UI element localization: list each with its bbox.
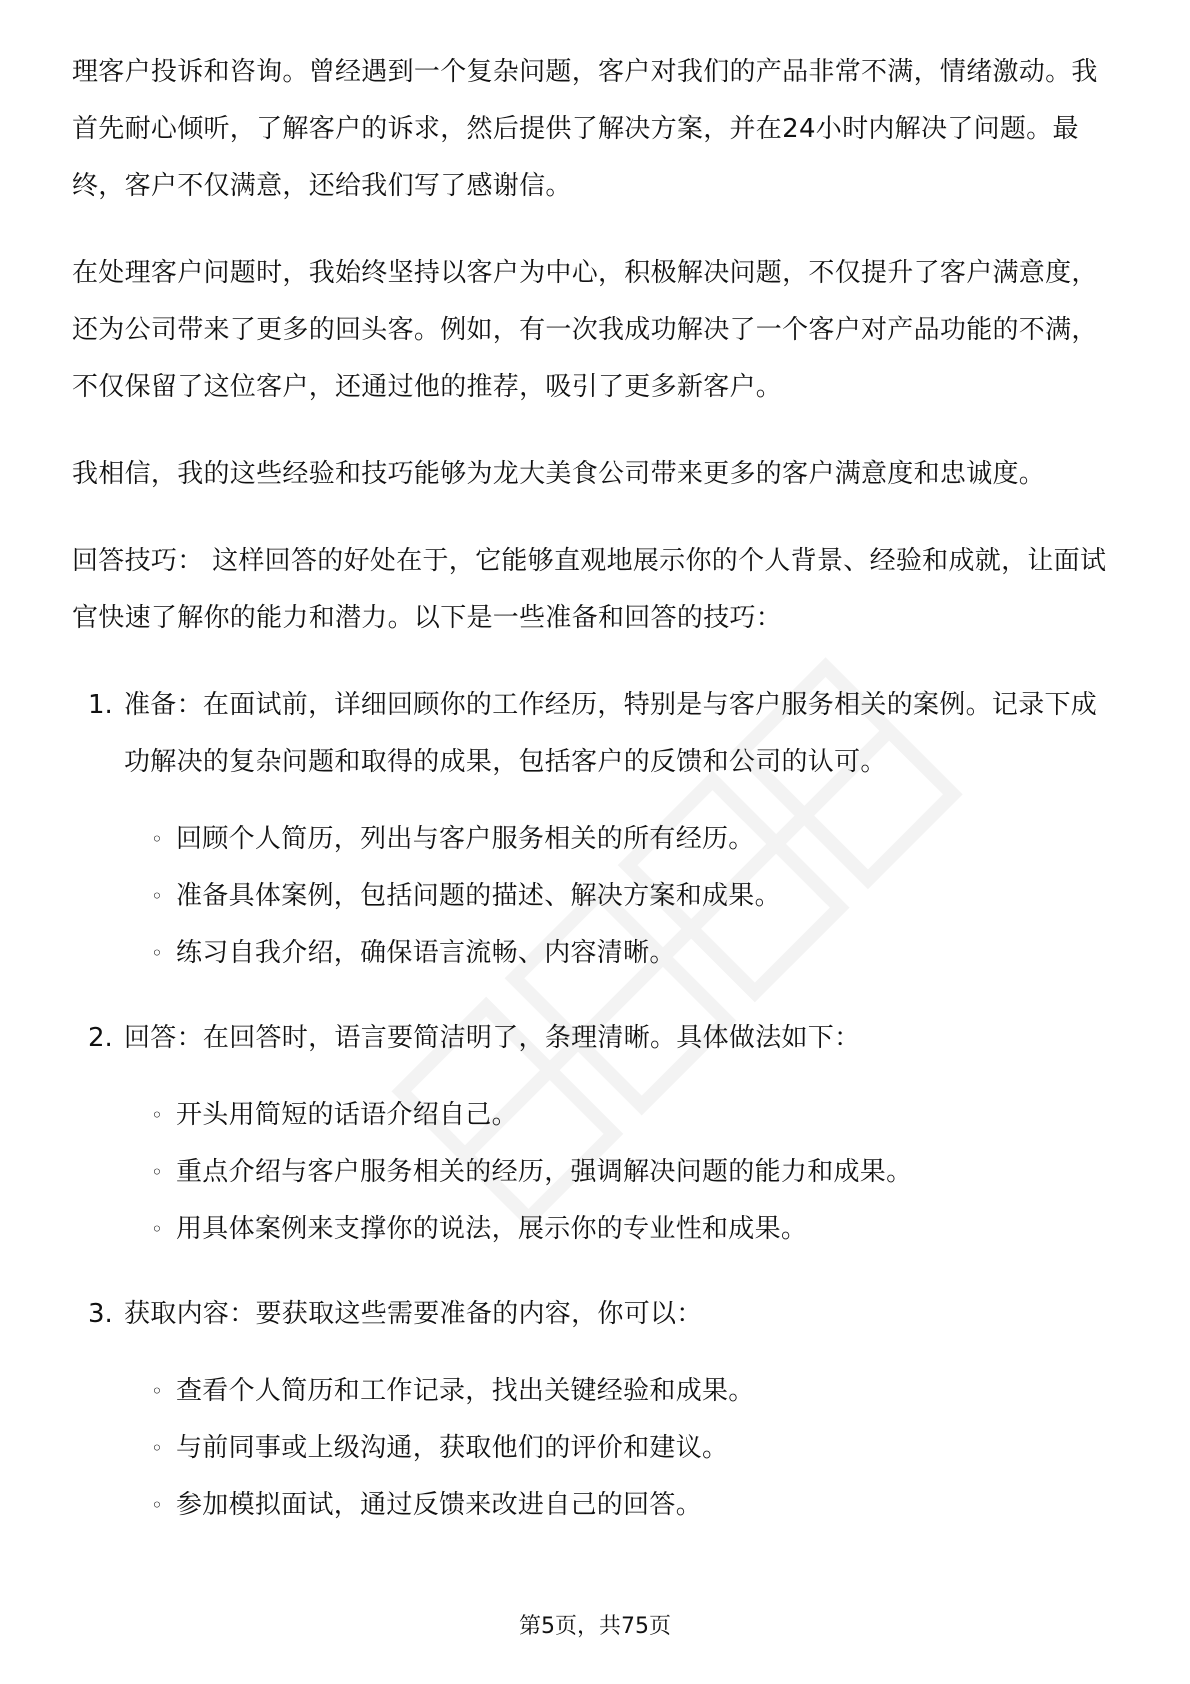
bullet-text: 准备具体案例，包括问题的描述、解决方案和成果。 bbox=[176, 881, 781, 911]
circle-bullet-icon: ◦ bbox=[151, 1103, 164, 1127]
bullet-text: 开头用简短的话语介绍自己。 bbox=[176, 1100, 518, 1130]
bullet-text: 练习自我介绍，确保语言流畅、内容清晰。 bbox=[176, 938, 676, 968]
bullet-list bbox=[124, 1363, 1122, 1534]
bullet-text: 参加模拟面试，通过反馈来改进自己的回答。 bbox=[176, 1490, 703, 1520]
bullet-item bbox=[124, 868, 1122, 925]
paragraph: 在处理客户问题时，我始终坚持以客户为中心，积极解决问题，不仅提升了客户满意度，还为公司带来了更多的回头客。例如，有一次我成功解决了一个客户对产品功能的不满，不仅保留了这位客户，还通过他的推荐，吸引了更多新客户。 bbox=[72, 258, 1098, 402]
bullet-item bbox=[124, 1144, 1122, 1201]
list-number: 2. bbox=[88, 1023, 113, 1053]
circle-bullet-icon: ◦ bbox=[151, 827, 164, 851]
circle-bullet-icon: ◦ bbox=[151, 941, 164, 965]
circle-bullet-icon: ◦ bbox=[151, 1160, 164, 1184]
circle-bullet-icon: ◦ bbox=[151, 1217, 164, 1241]
list-item-text: 准备：在面试前，详细回顾你的工作经历，特别是与客户服务相关的案例。记录下成功解决的复杂问题和取得的成果，包括客户的反馈和公司的认可。 bbox=[124, 690, 1098, 777]
ordered-list-item-2 bbox=[72, 1010, 1122, 1258]
bullet-item bbox=[124, 1420, 1122, 1477]
bullet-item bbox=[124, 1087, 1122, 1144]
bullet-text: 回顾个人简历，列出与客户服务相关的所有经历。 bbox=[176, 824, 755, 854]
circle-bullet-icon: ◦ bbox=[151, 1379, 164, 1403]
bullet-item bbox=[124, 1363, 1122, 1420]
list-item-text: 获取内容：要获取这些需要准备的内容，你可以： bbox=[124, 1299, 703, 1329]
bullet-item bbox=[124, 925, 1122, 982]
bullet-text: 查看个人简历和工作记录，找出关键经验和成果。 bbox=[176, 1376, 755, 1406]
circle-bullet-icon: ◦ bbox=[151, 1493, 164, 1517]
bullet-item bbox=[124, 811, 1122, 868]
ordered-list-item-1 bbox=[72, 677, 1122, 982]
page-footer: 第5页，共75页 bbox=[519, 1614, 671, 1639]
bullet-item bbox=[124, 1477, 1122, 1534]
bullet-text: 用具体案例来支撑你的说法，展示你的专业性和成果。 bbox=[176, 1214, 808, 1244]
bullet-list bbox=[124, 811, 1122, 982]
list-item-text: 回答：在回答时，语言要简洁明了，条理清晰。具体做法如下： bbox=[124, 1023, 861, 1053]
circle-bullet-icon: ◦ bbox=[151, 884, 164, 908]
bullet-text: 与前同事或上级沟通，获取他们的评价和建议。 bbox=[176, 1433, 729, 1463]
bullet-item bbox=[124, 1201, 1122, 1258]
circle-bullet-icon: ◦ bbox=[151, 1436, 164, 1460]
document-body bbox=[72, 44, 1122, 1562]
list-number: 3. bbox=[88, 1299, 113, 1329]
list-number: 1. bbox=[88, 690, 113, 720]
paragraph: 我相信，我的这些经验和技巧能够为龙大美食公司带来更多的客户满意度和忠诚度。 bbox=[72, 459, 1046, 489]
ordered-list-item-3 bbox=[72, 1286, 1122, 1534]
paragraph-tips: 回答技巧： 这样回答的好处在于，它能够直观地展示你的个人背景、经验和成就，让面试官快速了解你的能力和潜力。以下是一些准备和回答的技巧： bbox=[72, 546, 1107, 633]
paragraph: 理客户投诉和咨询。曾经遇到一个复杂问题，客户对我们的产品非常不满，情绪激动。我首先耐心倾听，了解客户的诉求，然后提供了解决方案，并在24小时内解决了问题。最终，客户不仅满意，还给我们写了感谢信。 bbox=[72, 57, 1098, 201]
bullet-list bbox=[124, 1087, 1122, 1258]
bullet-text: 重点介绍与客户服务相关的经历，强调解决问题的能力和成果。 bbox=[176, 1157, 913, 1187]
